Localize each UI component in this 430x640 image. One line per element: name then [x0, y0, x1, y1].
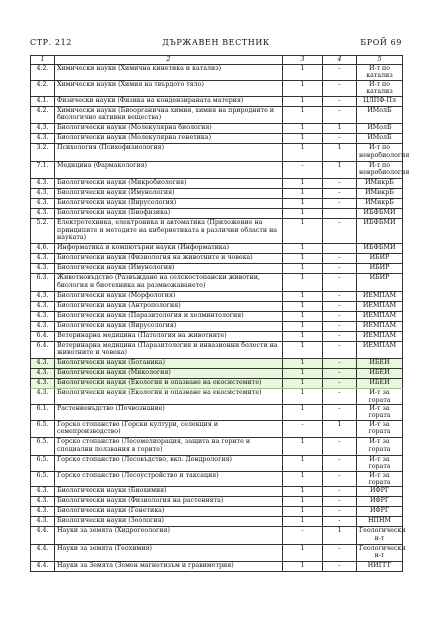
count-cell: -	[323, 96, 357, 106]
count-cell: 1	[283, 179, 323, 189]
count-cell: -	[323, 80, 357, 96]
count-cell: 1	[323, 527, 357, 545]
institute-cell: ИБИР	[357, 264, 403, 274]
count-cell: -	[323, 134, 357, 144]
table-row	[31, 438, 403, 456]
count-cell: 1	[283, 189, 323, 199]
count-cell: -	[323, 274, 357, 292]
field-cell: Химически науки (Химична кинетика и катализ)	[55, 65, 283, 81]
count-cell: 1	[283, 274, 323, 292]
column-header: 2	[55, 56, 283, 65]
table-row	[31, 189, 403, 199]
code-cell: 6.5.	[31, 420, 55, 438]
code-cell: 4.3.	[31, 209, 55, 219]
code-cell: 6.3.	[31, 274, 55, 292]
code-cell: 7.1.	[31, 161, 55, 179]
table-row	[31, 369, 403, 379]
institute-cell: И-т за гората	[357, 438, 403, 456]
code-cell: 5.2.	[31, 219, 55, 244]
table-row	[31, 244, 403, 254]
count-cell: 1	[283, 96, 323, 106]
field-cell: Биологически науки (Биофизика)	[55, 209, 283, 219]
institute-cell: Геологически и-т	[357, 544, 403, 562]
code-cell: 4.3.	[31, 517, 55, 527]
field-cell: Биологически науки (Морфология)	[55, 291, 283, 301]
count-cell: -	[323, 341, 357, 359]
field-cell: Биологически науки (Биохимия)	[55, 487, 283, 497]
table-row	[31, 404, 403, 420]
count-cell: -	[323, 219, 357, 244]
count-cell: 1	[283, 507, 323, 517]
issue-number: БРОЙ 69	[360, 38, 402, 47]
column-header-row	[31, 56, 403, 65]
field-cell: Ветеринарна медицина (Паразитология и инвазионни болести на животните и човека)	[55, 341, 283, 359]
count-cell: -	[323, 455, 357, 471]
count-cell: 1	[323, 144, 357, 162]
institute-cell: ИФРГ	[357, 497, 403, 507]
count-cell: -	[323, 291, 357, 301]
field-cell: Биологически науки (Генетика)	[55, 507, 283, 517]
field-cell: Медицина (Фармакология)	[55, 161, 283, 179]
table-row	[31, 527, 403, 545]
journal-title: ДЪРЖАВЕН ВЕСТНИК	[162, 38, 270, 47]
field-cell: Информатика и компютърни науки (Информатика)	[55, 244, 283, 254]
code-cell: 4.4.	[31, 544, 55, 562]
institute-cell: ИФРГ	[357, 507, 403, 517]
count-cell: 1	[283, 455, 323, 471]
field-cell: Биологически науки (Вирусология)	[55, 199, 283, 209]
field-cell: Биологически науки (Антропология)	[55, 301, 283, 311]
institute-cell: ИМолБ	[357, 106, 403, 124]
table-row	[31, 544, 403, 562]
table-row	[31, 80, 403, 96]
field-cell: Биологически науки (Паразитология и хелминтология)	[55, 311, 283, 321]
institute-cell: ИБФБМИ	[357, 219, 403, 244]
table-row	[31, 331, 403, 341]
code-cell: 4.3.	[31, 359, 55, 369]
institute-cell: ЦЛПФ-Пл	[357, 96, 403, 106]
count-cell: -	[323, 487, 357, 497]
count-cell: -	[323, 199, 357, 209]
count-cell: -	[323, 359, 357, 369]
count-cell: -	[323, 331, 357, 341]
count-cell	[323, 244, 357, 254]
field-cell: Биологически науки (Ботаника)	[55, 359, 283, 369]
institute-cell: И-т по катализ	[357, 65, 403, 81]
field-cell: Химически науки (Биоорганична химия, химия на природните и биологично активни вещества)	[55, 106, 283, 124]
count-cell: -	[323, 497, 357, 507]
table-row	[31, 420, 403, 438]
field-cell: Биологически науки (Микробиология)	[55, 179, 283, 189]
code-cell: 4.3.	[31, 199, 55, 209]
code-cell: 4.3.	[31, 379, 55, 389]
count-cell: 1	[283, 438, 323, 456]
field-cell: Горско стопанство (Лесомелиорация, защита на горите и специални ползвания в горите)	[55, 438, 283, 456]
institute-cell: ИБИР	[357, 254, 403, 264]
count-cell: 1	[283, 209, 323, 219]
count-cell: 1	[283, 562, 323, 572]
institute-cell: ИЕМПАМ	[357, 301, 403, 311]
field-cell: Науки за Земята (Земен магнетизъм и гравиметрия)	[55, 562, 283, 572]
institute-cell: Геологически и-т	[357, 527, 403, 545]
institute-cell: ИМикрБ	[357, 179, 403, 189]
page-header	[30, 38, 402, 52]
code-cell: 4.3.	[31, 389, 55, 405]
count-cell: -	[323, 189, 357, 199]
table-body	[31, 65, 410, 572]
count-cell: 1	[283, 341, 323, 359]
count-cell: 1	[283, 80, 323, 96]
code-cell: 4.3.	[31, 487, 55, 497]
table-row	[31, 161, 403, 179]
count-cell: -	[323, 389, 357, 405]
count-cell: 1	[283, 244, 323, 254]
table-row	[31, 209, 403, 219]
institute-cell: ИЕМПАМ	[357, 321, 403, 331]
field-cell: Биологически науки (Молекулярна генетика)	[55, 134, 283, 144]
count-cell: -	[323, 311, 357, 321]
count-cell: 1	[283, 517, 323, 527]
table-row	[31, 179, 403, 189]
field-cell: Биологически науки (Зоология)	[55, 517, 283, 527]
count-cell: -	[323, 321, 357, 331]
code-cell: 4.3.	[31, 254, 55, 264]
code-cell: 4.4.	[31, 527, 55, 545]
count-cell: -	[323, 254, 357, 264]
count-cell: 1	[283, 487, 323, 497]
count-cell: -	[323, 562, 357, 572]
institute-cell: И-т по катализ	[357, 80, 403, 96]
table-row	[31, 124, 403, 134]
table-row	[31, 562, 403, 572]
institute-cell: И-т за гората	[357, 420, 403, 438]
page-number: СТР. 212	[30, 38, 72, 47]
count-cell: 1	[283, 124, 323, 134]
field-cell: Психология (Психофизиология)	[55, 144, 283, 162]
column-header: 3	[283, 56, 323, 65]
field-cell: Биологически науки (Физиология на животните и човека)	[55, 254, 283, 264]
count-cell: 1	[283, 301, 323, 311]
field-cell: Биологически науки (Физиология на растенията)	[55, 497, 283, 507]
code-cell: 4.1.	[31, 96, 55, 106]
institute-cell: ИЕМПАМ	[357, 311, 403, 321]
count-cell: -	[323, 438, 357, 456]
institute-cell: ИМикрБ	[357, 199, 403, 209]
institute-cell: И-т за гората	[357, 389, 403, 405]
count-cell: 1	[283, 331, 323, 341]
field-cell: Електротехника, електроника и автоматика (Приложение на принципите и методите на кибернетиката в различни области на науката)	[55, 219, 283, 244]
field-cell: Горско стопанство (Горски култури, селекция и семепроизводство)	[55, 420, 283, 438]
count-cell: 1	[283, 65, 323, 81]
table-row	[31, 106, 403, 124]
table-row	[31, 471, 403, 487]
code-cell: 4.3.	[31, 264, 55, 274]
count-cell: 1	[323, 420, 357, 438]
count-cell: 1	[283, 359, 323, 369]
positions-table	[30, 55, 410, 572]
institute-cell: ИБИР	[357, 274, 403, 292]
count-cell: 1	[323, 124, 357, 134]
code-cell: 4.3.	[31, 321, 55, 331]
count-cell: 1	[283, 311, 323, 321]
count-cell: 1	[283, 254, 323, 264]
field-cell: Горско стопанство (Лесоустройство и таксация)	[55, 471, 283, 487]
code-cell: 4.3.	[31, 291, 55, 301]
code-cell: 6.5.	[31, 438, 55, 456]
table-row	[31, 321, 403, 331]
institute-cell: ИБЕИ	[357, 379, 403, 389]
field-cell: Науки за земята (Хидрогеология)	[55, 527, 283, 545]
count-cell: 1	[323, 161, 357, 179]
code-cell: 3.2.	[31, 144, 55, 162]
code-cell: 6.4.	[31, 331, 55, 341]
field-cell: Горско стопанство (Лесовъдство, вкл. Дендрология)	[55, 455, 283, 471]
column-header: 5	[357, 56, 403, 65]
institute-cell: И-т за гората	[357, 471, 403, 487]
institute-cell: ИМолБ	[357, 134, 403, 144]
count-cell: -	[283, 527, 323, 545]
code-cell: 4.3.	[31, 301, 55, 311]
count-cell: -	[323, 179, 357, 189]
institute-cell: И-т за гората	[357, 404, 403, 420]
code-cell: 4.3.	[31, 179, 55, 189]
count-cell: 1	[283, 497, 323, 507]
table-row	[31, 65, 403, 81]
institute-cell: ИМикрБ	[357, 189, 403, 199]
field-cell: Науки за земята (Геохимия)	[55, 544, 283, 562]
table-row	[31, 311, 403, 321]
count-cell	[323, 209, 357, 219]
table-row	[31, 517, 403, 527]
field-cell: Биологически науки (Вирусология)	[55, 321, 283, 331]
count-cell: -	[323, 471, 357, 487]
field-cell: Биологически науки (Имунология)	[55, 264, 283, 274]
count-cell: 1	[283, 264, 323, 274]
field-cell: Биологически науки (Имунология)	[55, 189, 283, 199]
count-cell: 1	[283, 369, 323, 379]
code-cell: 4.3.	[31, 497, 55, 507]
institute-cell: ИБЕИ	[357, 359, 403, 369]
institute-cell: ИМолБ	[357, 124, 403, 134]
code-cell: 6.5.	[31, 455, 55, 471]
code-cell: 4.2.	[31, 65, 55, 81]
institute-cell: ИБФБМИ	[357, 209, 403, 219]
code-cell: 4.4.	[31, 562, 55, 572]
count-cell: 1	[283, 379, 323, 389]
institute-cell: ИЕМПАМ	[357, 331, 403, 341]
count-cell: 1	[283, 544, 323, 562]
count-cell: 1	[283, 389, 323, 405]
table-row	[31, 264, 403, 274]
table-row	[31, 455, 403, 471]
field-cell: Биологически науки (Екология и опазване на екосистемите)	[55, 379, 283, 389]
code-cell: 4.3.	[31, 134, 55, 144]
institute-cell: И-т за гората	[357, 455, 403, 471]
table-row	[31, 199, 403, 209]
count-cell: 1	[283, 291, 323, 301]
count-cell: -	[323, 369, 357, 379]
code-cell: 4.2.	[31, 80, 55, 96]
code-cell: 4.3.	[31, 369, 55, 379]
institute-cell: НПНМ	[357, 517, 403, 527]
table-row	[31, 144, 403, 162]
column-header: 1	[31, 56, 55, 65]
table-row	[31, 507, 403, 517]
table-row	[31, 379, 403, 389]
field-cell: Растениевъдство (Почвознание)	[55, 404, 283, 420]
table-row	[31, 219, 403, 244]
institute-cell: ИБФБМИ	[357, 244, 403, 254]
count-cell: -	[323, 264, 357, 274]
count-cell: 1	[283, 404, 323, 420]
code-cell: 4.6.	[31, 244, 55, 254]
institute-cell: И-т по невробиология	[357, 161, 403, 179]
count-cell: 1	[283, 219, 323, 244]
count-cell: 1	[283, 106, 323, 124]
table-row	[31, 301, 403, 311]
count-cell: 1	[283, 134, 323, 144]
table-row	[31, 96, 403, 106]
count-cell: -	[283, 161, 323, 179]
table-row	[31, 359, 403, 369]
institute-cell: И-т по невробиология	[357, 144, 403, 162]
table-row	[31, 291, 403, 301]
column-header: 4	[323, 56, 357, 65]
count-cell: -	[323, 65, 357, 81]
field-cell: Биологически науки (Екология и опазване на екосистемите)	[55, 389, 283, 405]
table-row	[31, 274, 403, 292]
code-cell: 4.3.	[31, 311, 55, 321]
count-cell: -	[323, 301, 357, 311]
institute-cell: ИФРГ	[357, 487, 403, 497]
institute-cell: ИЕМПАМ	[357, 341, 403, 359]
table-row	[31, 134, 403, 144]
code-cell: 4.3.	[31, 189, 55, 199]
count-cell: 1	[283, 321, 323, 331]
institute-cell: ИЕМПАМ	[357, 291, 403, 301]
institute-cell: ИБЕИ	[357, 369, 403, 379]
table-row	[31, 389, 403, 405]
field-cell: Животновъдство (Развъждане на селскостопански животни, биология и биотехника на размножаването)	[55, 274, 283, 292]
count-cell: -	[323, 379, 357, 389]
code-cell: 4.2.	[31, 106, 55, 124]
institute-cell: НИГГГ	[357, 562, 403, 572]
count-cell: -	[323, 404, 357, 420]
code-cell: 6.4.	[31, 341, 55, 359]
table-row	[31, 487, 403, 497]
field-cell: Химически науки (Химия на твърдото тяло)	[55, 80, 283, 96]
field-cell: Ветеринарна медицина (Патология на животните)	[55, 331, 283, 341]
field-cell: Биологически науки (Микология)	[55, 369, 283, 379]
table-row	[31, 341, 403, 359]
count-cell: -	[323, 507, 357, 517]
table-row	[31, 254, 403, 264]
code-cell: 6.1.	[31, 404, 55, 420]
field-cell: Физически науки (Физика на кондензираната материя)	[55, 96, 283, 106]
code-cell: 4.3.	[31, 507, 55, 517]
count-cell: 1	[283, 199, 323, 209]
field-cell: Биологически науки (Молекулярна биология)	[55, 124, 283, 134]
count-cell: 1	[283, 144, 323, 162]
count-cell: -	[323, 544, 357, 562]
code-cell: 4.3.	[31, 124, 55, 134]
count-cell: 1	[283, 471, 323, 487]
count-cell: -	[283, 420, 323, 438]
count-cell: -	[323, 517, 357, 527]
table-row	[31, 497, 403, 507]
code-cell: 6.5.	[31, 471, 55, 487]
count-cell: -	[323, 106, 357, 124]
